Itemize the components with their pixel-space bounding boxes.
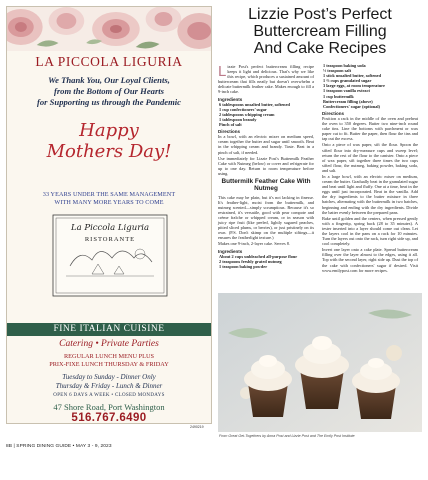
article-column-1 (218, 64, 314, 269)
directions-paragraph: Onto a piece of wax paper, sift the flour. Spoon the sifted flour into dry-measure cups and sweep level; return the rest of the flour to the canister. Onto a piece of wax paper, sift together three times the two cups sifted flour, the nutmeg, baking powder, baking soda, and salt. (322, 142, 418, 173)
cake-subheading: Buttermilk Feather Cake With Nutmeg (221, 177, 311, 192)
restaurant-ad (6, 6, 212, 424)
ingredient-item: 6 tablespoons unsalted butter, softened (219, 101, 290, 107)
ingredient-item: 1 teaspoon vanilla extract (323, 88, 370, 94)
directions-heading: Directions (218, 129, 241, 135)
page-footer: 8B | SPRING DINING GUIDE • MAY 3 - 9, 2023 (6, 444, 112, 449)
thank-you-line: for Supporting us through the Pandemic (37, 97, 181, 107)
prix-fixe-line: PRIX-FIXE LUNCH THURSDAY & FRIDAY (49, 361, 169, 368)
logo-script: La Piccola Liguria (70, 223, 150, 233)
title-line: Buttercream Filling (253, 23, 387, 40)
ingredient-item: Buttercream filling (above) (323, 98, 373, 104)
ingredient-item: 1 teaspoon baking soda (323, 63, 366, 68)
title-line: Lizzie Post’s Perfect (248, 6, 392, 23)
directions-paragraph: Use immediately for Lizzie Post's Buttermilk Feather Cake with Nutmeg (below) or cover and refrigerate for up to one day. Return to room temperature before using. (218, 155, 314, 176)
mothers-day-greeting (7, 120, 211, 162)
ingredient-item: 1 ⅔ cups granulated sugar (323, 78, 372, 84)
thank-you-message (11, 75, 207, 108)
ingredient-item: 1 teaspoon baking powder (219, 263, 268, 269)
restaurant-phone: 516.767.6490 (71, 412, 147, 424)
restaurant-name: LA PICCOLA LIGURIA (35, 54, 183, 69)
ingredient-item: 2 tablespoons whipping cream (219, 111, 275, 117)
ad-id: 2490219 (190, 425, 204, 429)
lunch-menu-line: REGULAR LUNCH MENU PLUS (63, 353, 155, 360)
ingredients-heading: Ingredients (218, 248, 243, 254)
directions-paragraph: In a bowl, with an electric mixer on medium speed, cream together the butter and sugar until smooth. Beat in the whipping cream and brandy. Taste. Beat in a pinch of salt, if needed. (218, 134, 314, 155)
restaurant-address: 47 Shore Road, Port Washington (53, 402, 165, 412)
management-line: 33 YEARS UNDER THE SAME MANAGEMENT (42, 191, 176, 198)
logo-subtitle: RISTORANTE (84, 236, 136, 243)
intro-paragraph: Lizzie Post's perfect buttercream filling recipe keeps it light and delicious. That's why we like this recipe, which produces a sustained amount of buttercream that fills neatly but doesn't overwhelm a delicate buttermilk feather cake. Makes enough to fill a 9-inch cake. (218, 63, 314, 95)
management-note (13, 191, 205, 207)
cake-yield: Makes one 9-inch, 2-layer cake. Serves 8. (218, 241, 290, 247)
directions-paragraph: In a large bowl, with an electric mixer on medium, cream the butter. Gradually beat in the granulated sugar and beat until light and fluffy. One at a time, beat in the eggs until just incorporated. Beat in the vanilla. Add the dry ingredients to the butter mixture in three batches, alternating with the buttermilk in two batches, beginning and ending with the dry ingredients. Divide the batter evenly between the prepared pans. (322, 173, 418, 215)
ingredient-item: 1 cup confectioners’ sugar (219, 106, 267, 112)
roses-illustration (7, 7, 211, 51)
directions-paragraph: Bake until golden and the centers, when pressed gently with a fingertip, spring back (28 to 35 minutes). A tester inserted into a layer should come out clean. Let the layers cool in the pans on a rack for 10 minutes. Turn the layers out onto the rack, turn right side up, and cool completely. (322, 215, 418, 247)
article-column-2 (322, 63, 418, 274)
greeting-line: Mothers Day! (46, 141, 172, 162)
ingredient-item: About 2 cups unbleached all-purpose flour (219, 253, 298, 259)
ingredient-item: Confectioners' sugar (optional) (323, 103, 380, 109)
directions-heading: Directions (322, 110, 345, 116)
ingredient-item: 1 tablespoon brandy (219, 116, 257, 122)
article-title (218, 6, 422, 57)
catering-line: Catering • Private Parties (59, 339, 159, 349)
hours-line: Thursday & Friday - Lunch & Dinner (55, 382, 163, 390)
ingredient-item: Pinch of salt (219, 122, 242, 128)
management-line: WITH MANY MORE YEARS TO COME (54, 199, 164, 206)
thank-you-line: We Thank You, Our Loyal Clients, (48, 75, 170, 85)
ingredient-item: ½ teaspoon salt (323, 68, 352, 74)
ingredients-heading: Ingredients (218, 96, 243, 102)
ingredient-item: 1 stick unsalted butter, softened (323, 73, 381, 79)
cake-intro: This cake may be plain, but it's not lacking in finesse. It's feather-light, moist from the buttermilk, and nutmeg scented—simply scrumptious. Because it's so restrained, it's versatile, good with pear compote and crème fraîche or whipped cream, or in season with juicy ripe fruit (like peeled, lightly sugared peaches, pitted sliced plums, or berries), or just pristinely on its own. (P.S. Don't skimp on the multiple siftings—it ensures the featherlight texture.) (218, 194, 314, 241)
open-days: OPEN 6 DAYS A WEEK • CLOSED MONDAYS (53, 393, 165, 398)
ingredient-item: 3 large eggs, at room temperature (323, 83, 385, 89)
photo-caption: From Great Get-Togethers by Anna Post and Lizzie Post and The Emily Post Institute (219, 434, 355, 438)
cuisine-banner: FINE ITALIAN CUISINE (7, 323, 211, 336)
title-line: And Cake Recipes (253, 40, 387, 57)
cupcakes-photo (218, 293, 422, 432)
thank-you-line: from the Bottom of Our Hearts (53, 86, 165, 96)
directions-paragraph: Position a rack in the middle of the oven and preheat the oven to 350 degrees. Butter two nine-inch round cake tins. Line the bottoms with parchment or wax paper cut to fit. Butter the paper, then flour the tins and tap out the excess. (322, 115, 418, 142)
directions-paragraph: Invert one layer onto a cake plate. Spread buttercream filling over the layer almost to the edges, using it all. Top with the second layer, right side up. Dust the top of the cake with confectioners' sugar if desired. Visit www.emilypost.com for more recipes. (322, 247, 418, 273)
hours-line: Tuesday to Sunday - Dinner Only (62, 373, 156, 381)
ingredient-item: 1 cup buttermilk (323, 93, 354, 99)
restaurant-logo (52, 214, 168, 297)
ingredient-item: 2 teaspoons freshly grated nutmeg (219, 258, 282, 264)
greeting-line: Happy (79, 120, 139, 141)
